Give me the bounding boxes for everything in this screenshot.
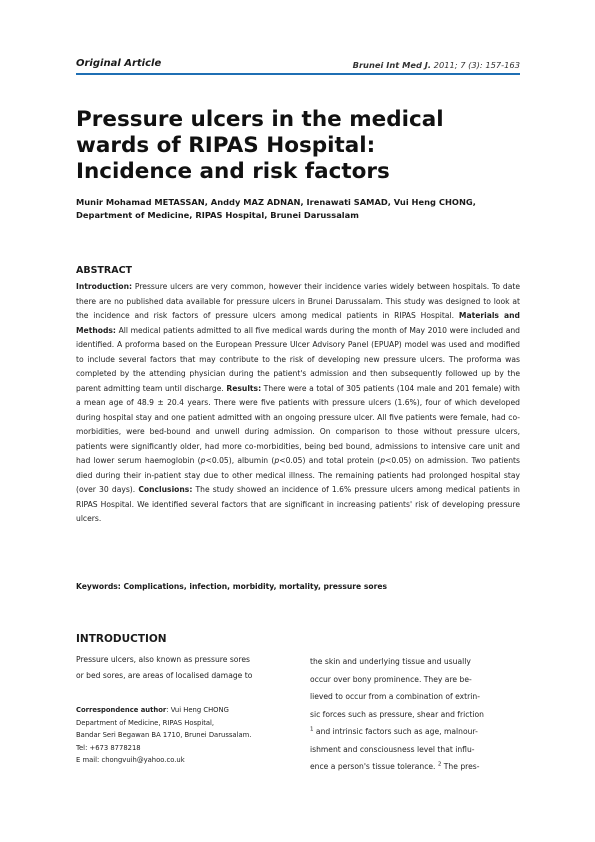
results-text: <0.05), albumin ( (205, 456, 275, 465)
correspondence-block (76, 704, 294, 767)
intro-text: Pressure ulcers are very common, however their incidence varies widely between hospitals. To date there are no published data available for pressure ulcers in Brunei Darussalam. This study was designed to look at the incidence and risk factors of pressure ulcers among medical patients in RIPAS Hospital. (76, 282, 520, 320)
body-text: The pres- (441, 762, 480, 771)
results-text: <0.05) on admission. Two patients died during their in-patient stay due to other medical illness. The remaining patients had prolonged hospital stay (over 30 days). (76, 456, 520, 494)
body-line: the skin and underlying tissue and usually (310, 657, 471, 666)
introduction-column-right (310, 653, 522, 776)
correspondence-line: Tel: +673 8778218 (76, 743, 141, 752)
body-line: Pressure ulcers, also known as pressure sores (76, 655, 251, 664)
author-names: Munir Mohamad METASSAN, Anddy MAZ ADNAN, Irenawati SAMAD, Vui Heng CHONG, (76, 197, 476, 207)
header-rule (76, 73, 520, 75)
author-block (76, 196, 521, 222)
correspondence-email: E mail: chongvuih@yahoo.co.uk (76, 756, 185, 764)
conclusions-label: Conclusions: (138, 485, 193, 494)
title-line: wards of RIPAS Hospital: (76, 133, 376, 158)
journal-citation (353, 60, 520, 70)
journal-name: Brunei Int Med J. (352, 60, 432, 70)
title-line: Incidence and risk factors (76, 159, 390, 184)
intro-label: Introduction: (76, 282, 133, 291)
body-line: or bed sores, are areas of localised damage to (76, 671, 253, 680)
p-value-symbol: p (274, 456, 280, 465)
results-text: <0.05) and total protein ( (279, 456, 381, 465)
body-line: sic forces such as pressure, shear and friction (310, 709, 484, 719)
correspondence-name: : Vui Heng CHONG (166, 706, 229, 714)
reference-marker: 2 (437, 761, 442, 768)
keywords (76, 582, 520, 591)
methods-text: All medical patients admitted to all five medical wards during the month of May 2010 were included and identified. A proforma based on the European Pressure Ulcer Advisory Panel (EPUAP) model was used and modified to include several factors that may contribute to the risk of developing new pressure ulcers. The proforma was completed by the attending physician during the patient's admission and then subsequently followed up by the parent admitting team until discharge. (76, 325, 520, 393)
keywords-label: Keywords: (76, 582, 121, 591)
body-text: and intrinsic factors such as age, malnour- (313, 727, 478, 736)
results-label: Results: (226, 383, 262, 393)
p-value-symbol: p (200, 456, 206, 465)
abstract-heading: ABSTRACT (76, 265, 133, 276)
abstract-body (76, 280, 520, 527)
reference-marker: 1 (310, 726, 314, 733)
conclusions-text: The study showed an incidence of 1.6% pressure ulcers among medical patients in RIPAS Hospital. We identified several factors that are significant in increasing patients' risk of developing pressure ulcers. (76, 485, 520, 523)
article-type: Original Article (76, 58, 162, 69)
body-line: lieved to occur from a combination of extrin- (310, 692, 480, 701)
author-affiliation: Department of Medicine, RIPAS Hospital, Brunei Darussalam (76, 210, 359, 220)
citation-details: 2011; 7 (3): 157-163 (433, 60, 520, 70)
correspondence-line: Department of Medicine, RIPAS Hospital, (76, 718, 215, 727)
correspondence-line: Bandar Seri Begawan BA 1710, Brunei Darussalam. (76, 731, 252, 739)
correspondence-header (76, 704, 294, 717)
methods-label: Materials and Methods: (76, 311, 520, 335)
body-line (310, 723, 522, 741)
title-line: Pressure ulcers in the medical (76, 107, 444, 132)
introduction-column-left (76, 652, 294, 684)
article-title (76, 107, 516, 185)
body-text: ence a person's tissue tolerance. (310, 762, 438, 771)
body-line (310, 758, 522, 776)
correspondence-label: Correspondence author (76, 706, 167, 714)
body-line: occur over bony prominence. They are be- (310, 674, 472, 684)
body-line: ishment and consciousness level that influ- (310, 744, 475, 754)
results-text: There were a total of 305 patients (104 male and 201 female) with a mean age of 48.9 ± 20.4 years. There were five patients with pressure ulcers (1.6%), four of which developed during hospital stay and one patient admitted with an ongoing pressure ulcer. All five patients were female, had co-morbidities, were bed-bound and unwell during admission. On comparison to those without pressure ulcers, patients were significantly older, had more co-morbidities, being bed bound, admissions to intensive care unit and had lower serum haemoglobin ( (76, 383, 520, 465)
p-value-symbol: p (380, 456, 386, 465)
introduction-heading: INTRODUCTION (76, 633, 167, 645)
keywords-text: Complications, infection, morbidity, mortality, pressure sores (120, 582, 387, 591)
